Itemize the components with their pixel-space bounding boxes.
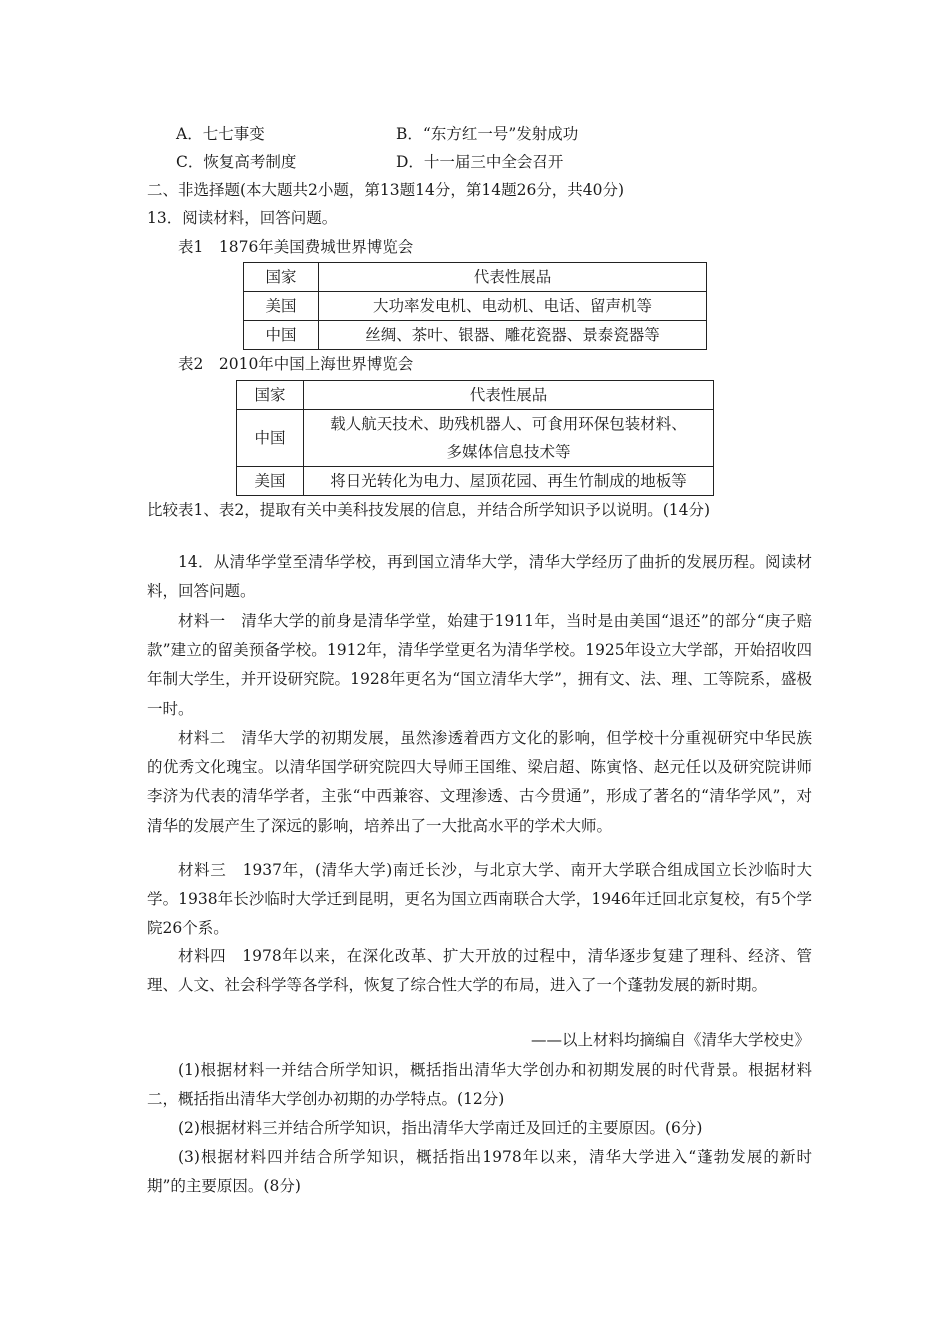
table-row (244, 263, 707, 292)
table1-cell: 丝绸、茶叶、银器、雕花瓷器、景泰瓷器等 (319, 321, 707, 350)
sub-question-3-text: (3)根据材料四并结合所学知识，概括指出1978年以来，清华大学进入“蓬勃发展的新时期”的主要原因。(8分) (147, 1148, 812, 1196)
option-a: A．七七事变 (176, 125, 265, 143)
sub-question-3 (147, 1143, 812, 1201)
table2-cell: 将日光转化为电力、屋顶花园、再生竹制成的地板等 (304, 467, 714, 496)
table1-header-exhibits: 代表性展品 (319, 263, 707, 292)
material-2-text: 材料二 清华大学的初期发展，虽然渗透着西方文化的影响，但学校十分重视研究中华民族的优秀文化瑰宝。以清华国学研究院四大导师王国维、梁启超、陈寅恪、赵元任以及研究院讲师李济为代表的清华学者，主张“中西兼容、文理渗透、古今贯通”，形成了著名的“清华学风”，对清华的发展产生了深远的影响，培养出了一大批高水平的学术大师。 (147, 729, 812, 835)
q14-intro-text: 14．从清华学堂至清华学校，再到国立清华大学，清华大学经历了曲折的发展历程。阅读材料，回答问题。 (147, 553, 812, 601)
table1-caption: 表1 1876年美国费城世界博览会 (178, 238, 414, 256)
table-row (244, 292, 707, 321)
section-heading: 二、非选择题(本大题共2小题，第13题14分，第14题26分，共40分) (147, 181, 625, 199)
table-row (237, 381, 714, 410)
table2-cell (304, 410, 714, 467)
table1 (243, 262, 707, 350)
table1-header-country: 国家 (244, 263, 319, 292)
table1-cell: 中国 (244, 321, 319, 350)
option-d: D．十一届三中全会召开 (396, 153, 564, 171)
sub-question-2-text: (2)根据材料三并结合所学知识，指出清华大学南迁及回迁的主要原因。(6分) (178, 1119, 703, 1137)
material-1 (147, 607, 812, 724)
option-c: C．恢复高考制度 (176, 153, 297, 171)
material-2 (147, 724, 812, 841)
q13-intro: 13．阅读材料，回答问题。 (147, 209, 338, 227)
table2-header-exhibits: 代表性展品 (304, 381, 714, 410)
table1-cell: 美国 (244, 292, 319, 321)
material-1-text: 材料一 清华大学的前身是清华学堂，始建于1911年，当时是由美国“退还”的部分“庚子赔款”建立的留美预备学校。1912年，清华学堂更名为清华学校。1925年设立大学部，开始招收四年制大学生，并开设研究院。1928年更名为“国立清华大学”，拥有文、法、理、工等院系，盛极一时。 (147, 612, 812, 718)
q14-intro (147, 548, 812, 606)
material-4 (147, 942, 812, 1000)
table2-cell-line: 载人航天技术、助残机器人、可食用环保包装材料、 (330, 415, 687, 433)
table-row (237, 410, 714, 467)
q13-question: 比较表1、表2，提取有关中美科技发展的信息，并结合所学知识予以说明。(14分) (147, 501, 711, 519)
table-row (244, 321, 707, 350)
material-4-text: 材料四 1978年以来，在深化改革、扩大开放的过程中，清华逐步复建了理科、经济、管理、人文、社会科学等各学科，恢复了综合性大学的布局，进入了一个蓬勃发展的新时期。 (147, 947, 812, 995)
sub-question-2 (147, 1114, 812, 1143)
table2 (236, 380, 714, 496)
table1-cell: 大功率发电机、电动机、电话、留声机等 (319, 292, 707, 321)
material-source: ——以上材料均摘编自《清华大学校史》 (530, 1031, 810, 1049)
table-row (237, 467, 714, 496)
table2-caption: 表2 2010年中国上海世界博览会 (178, 355, 414, 373)
table2-header-country: 国家 (237, 381, 304, 410)
table2-cell: 美国 (237, 467, 304, 496)
sub-question-1 (147, 1056, 812, 1114)
sub-question-1-text: (1)根据材料一并结合所学知识，概括指出清华大学创办和初期发展的时代背景。根据材料二，概括指出清华大学创办初期的办学特点。(12分) (147, 1061, 812, 1109)
material-3 (147, 856, 812, 944)
table2-cell: 中国 (237, 410, 304, 467)
table2-cell-line: 多媒体信息技术等 (446, 443, 571, 461)
option-b: B．“东方红一号”发射成功 (396, 125, 579, 143)
material-3-text: 材料三 1937年，(清华大学)南迁长沙，与北京大学、南开大学联合组成国立长沙临时大学。1938年长沙临时大学迁到昆明，更名为国立西南联合大学，1946年迁回北京复校，有5个学院26个系。 (147, 861, 812, 938)
